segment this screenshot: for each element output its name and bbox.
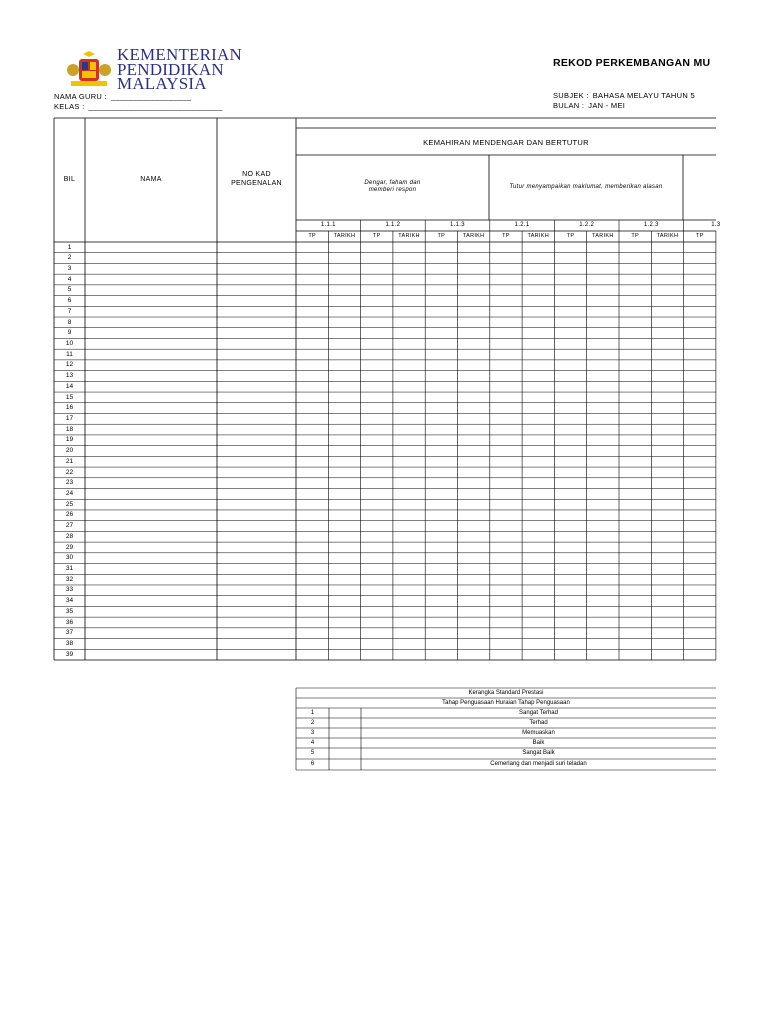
row-number: 4 bbox=[67, 275, 72, 283]
group-header-1-line2: memberi respon bbox=[368, 187, 417, 193]
group-header-2: Tutur menyampaikan maklumat, memberikan alasan bbox=[509, 184, 663, 190]
legend-level-number: 3 bbox=[310, 730, 315, 736]
row-number: 32 bbox=[65, 575, 74, 583]
legend-level-number: 6 bbox=[310, 761, 315, 767]
row-number: 5 bbox=[67, 286, 72, 294]
row-number: 11 bbox=[66, 350, 73, 358]
kelas-label: KELAS : bbox=[54, 102, 85, 111]
row-number: 8 bbox=[67, 318, 72, 326]
col-header-nama: NAMA bbox=[140, 176, 162, 183]
skill-code: 1.1.1 bbox=[320, 222, 336, 228]
row-number: 13 bbox=[65, 372, 74, 380]
subjek-value: BAHASA MELAYU TAHUN 5 bbox=[592, 91, 695, 100]
tarikh-header: TARIKH bbox=[656, 233, 679, 239]
legend-level-description: Memuaskan bbox=[522, 730, 555, 736]
legend-level-description: Sangat Baik bbox=[522, 750, 555, 756]
legend-level-description: Cemerlang dan menjadi suri teladan bbox=[490, 761, 587, 767]
row-number: 30 bbox=[65, 554, 74, 562]
section-header: KEMAHIRAN MENDENGAR DAN BERTUTUR bbox=[423, 138, 589, 147]
logo-line-1: KEMENTERIAN bbox=[117, 45, 242, 64]
legend-level-description: Baik bbox=[532, 740, 545, 746]
row-number: 18 bbox=[65, 425, 74, 433]
row-number: 23 bbox=[65, 479, 74, 487]
row-number: 2 bbox=[67, 254, 72, 262]
row-number: 39 bbox=[65, 650, 74, 658]
row-number: 3 bbox=[67, 264, 72, 272]
bulan-value: JAN - MEI bbox=[588, 101, 626, 110]
row-number: 36 bbox=[65, 618, 74, 626]
row-number: 29 bbox=[65, 543, 74, 551]
row-number: 9 bbox=[67, 329, 72, 337]
row-number: 22 bbox=[65, 468, 74, 476]
legend-level-number: 2 bbox=[310, 720, 315, 726]
skill-code: 1.3 bbox=[711, 222, 721, 228]
col-header-bil: BIL bbox=[63, 176, 76, 183]
logo-line-2: PENDIDIKAN bbox=[117, 59, 224, 79]
row-number: 38 bbox=[65, 640, 74, 648]
kelas-value: ______________________________ bbox=[88, 102, 223, 111]
tp-header: TP bbox=[695, 233, 704, 239]
skill-code: 1.2.3 bbox=[643, 222, 659, 228]
legend-level-description: Sangat Terhad bbox=[519, 710, 558, 716]
col-header-ic-line2: PENGENALAN bbox=[231, 180, 282, 187]
nama-guru-value: __________________ bbox=[110, 92, 192, 101]
legend-level-description: Terhad bbox=[529, 720, 548, 726]
row-number: 26 bbox=[65, 511, 74, 519]
tp-header: TP bbox=[631, 233, 639, 239]
row-number: 1 bbox=[67, 243, 72, 251]
row-number: 24 bbox=[65, 490, 74, 497]
row-number: 16 bbox=[65, 404, 74, 412]
row-number: 31 bbox=[65, 565, 74, 573]
tp-header: TP bbox=[566, 233, 575, 239]
legend-subtitle: Tahap Penguasaan Huraian Tahap Penguasaan bbox=[442, 700, 570, 706]
row-number: 34 bbox=[65, 597, 74, 605]
legend-title: Kerangka Standard Prestasi bbox=[468, 690, 544, 696]
tp-header: TP bbox=[502, 233, 510, 239]
bulan-label: BULAN : bbox=[553, 101, 585, 110]
tarikh-header: TARIKH bbox=[333, 233, 356, 239]
legend-level-number: 4 bbox=[310, 740, 315, 746]
row-number: 20 bbox=[65, 447, 74, 455]
document-title: REKOD PERKEMBANGAN MU bbox=[553, 57, 711, 69]
tarikh-header: TARIKH bbox=[592, 233, 614, 239]
logo-line-3: MALAYSIA bbox=[117, 74, 207, 93]
legend-level-number: 5 bbox=[310, 750, 315, 756]
tarikh-header: TARIKH bbox=[527, 233, 550, 239]
row-number: 6 bbox=[67, 297, 72, 305]
tp-header: TP bbox=[437, 233, 446, 239]
row-number: 33 bbox=[65, 586, 74, 594]
skill-code: 1.2.2 bbox=[579, 222, 595, 228]
skill-code: 1.1.2 bbox=[385, 222, 401, 228]
tp-header: TP bbox=[372, 233, 381, 239]
row-number: 28 bbox=[65, 532, 74, 540]
row-number: 7 bbox=[67, 307, 72, 315]
row-number: 14 bbox=[65, 382, 74, 390]
row-number: 19 bbox=[65, 436, 74, 444]
nama-guru-label: NAMA GURU : bbox=[54, 92, 107, 101]
row-number: 27 bbox=[65, 522, 74, 530]
tarikh-header: TARIKH bbox=[398, 233, 420, 239]
row-number: 35 bbox=[65, 607, 74, 615]
row-number: 17 bbox=[65, 414, 74, 422]
row-number: 25 bbox=[65, 500, 74, 508]
skill-code: 1.2.1 bbox=[514, 222, 530, 228]
row-number: 21 bbox=[65, 457, 74, 465]
group-header-1-line1: Dengar, faham dan bbox=[364, 180, 421, 186]
tp-header: TP bbox=[308, 233, 316, 239]
row-number: 37 bbox=[65, 629, 74, 637]
skill-code: 1.1.3 bbox=[450, 222, 465, 228]
row-number: 15 bbox=[65, 393, 74, 401]
row-number: 10 bbox=[65, 339, 74, 347]
subjek-label: SUBJEK : bbox=[553, 91, 589, 100]
row-number: 12 bbox=[65, 361, 74, 369]
legend-level-number: 1 bbox=[310, 710, 315, 716]
col-header-ic-line1: NO KAD bbox=[242, 171, 271, 178]
tarikh-header: TARIKH bbox=[462, 233, 485, 239]
